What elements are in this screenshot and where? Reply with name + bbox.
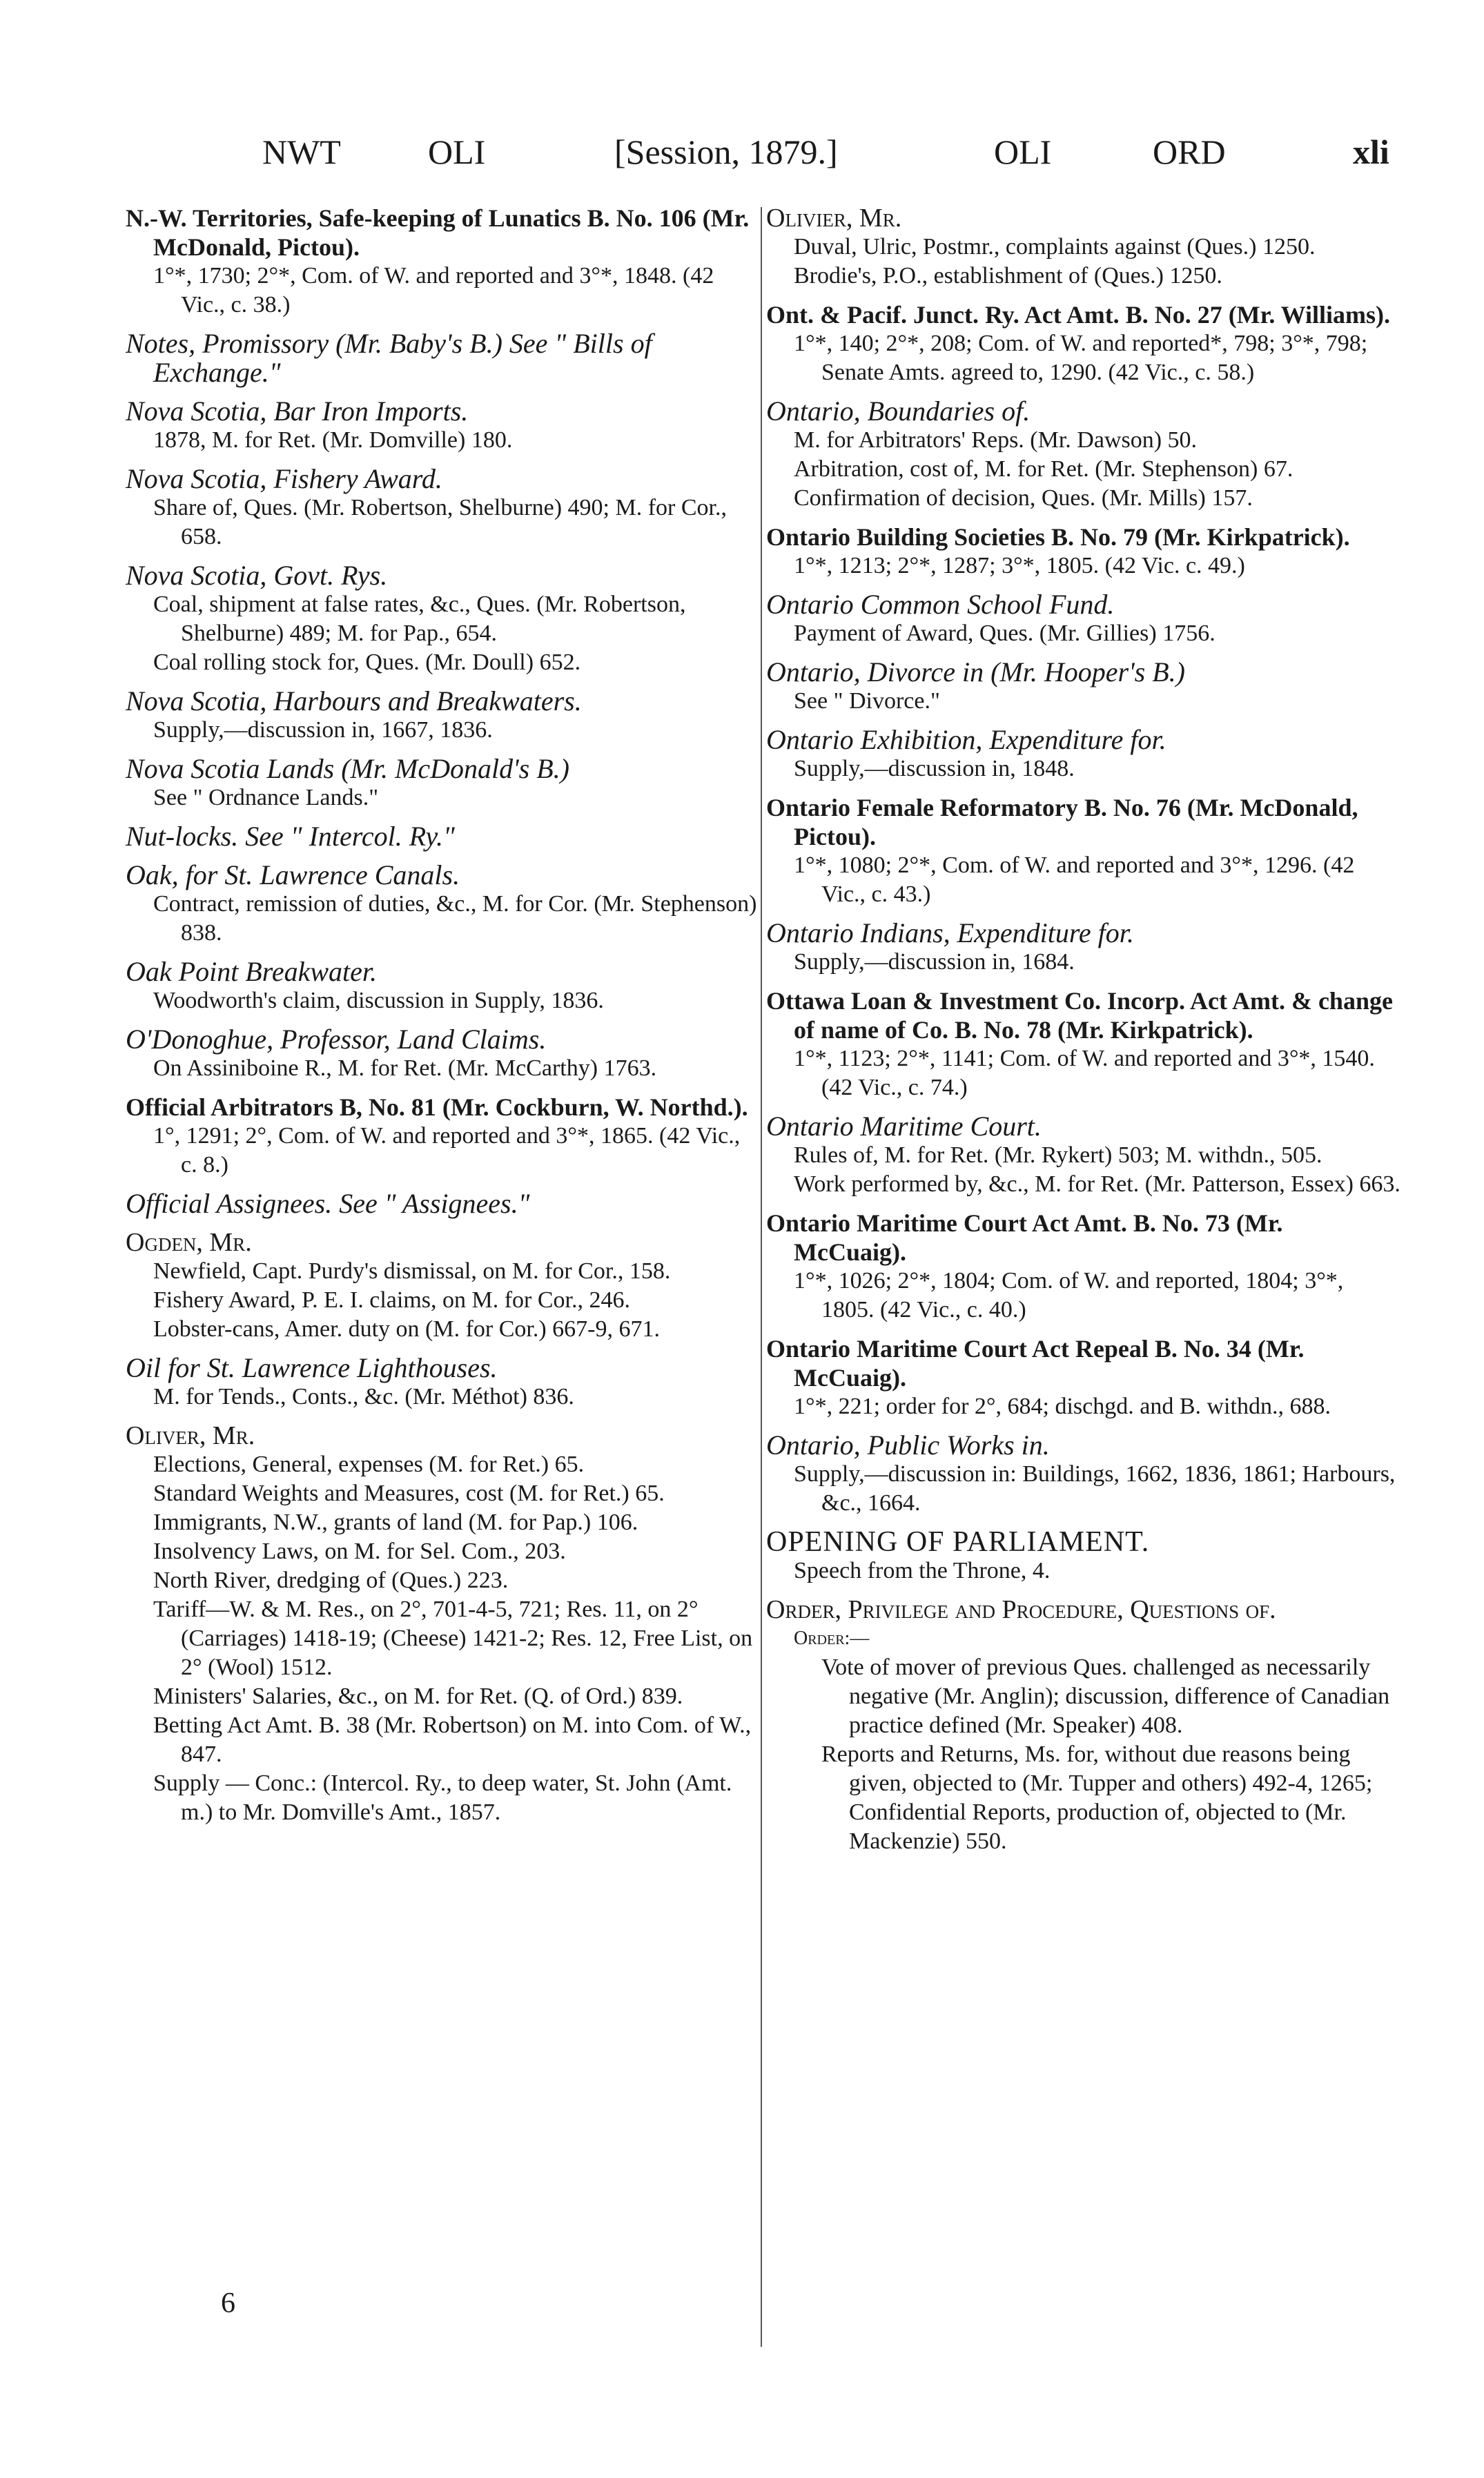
order-label: Order:— [794,1628,870,1649]
index-entry [126,1228,757,1344]
entry-subline: 1°*, 1730; 2°*, Com. of W. and reported and 3°*, 1848. (42 Vic., c. 38.) [153,263,714,318]
index-entry [766,1334,1401,1421]
entry-subline: Brodie's, P.O., establishment of (Ques.) 1250. [794,263,1222,289]
entry-heading: Oak Point Breakwater. [126,956,378,987]
entry-subline: See " Divorce." [794,688,940,714]
index-entry [126,397,757,455]
order-block [766,1624,1401,1856]
order-item: Reports and Returns, Ms. for, without due reasons being given, objected to (Mr. Tupper and others) 492-4, 1265; Confidential Reports, production of, objected to (Mr. Mackenzie) 550. [821,1742,1373,1854]
entry-subline: Standard Weights and Measures, cost (M. for Ret.) 65. [153,1481,665,1506]
column-divider [761,207,762,2347]
entry-heading: Ont. & Pacif. Junct. Ry. Act Amt. B. No. 27 (Mr. Williams). [766,301,1391,329]
entry-heading: Nut-locks. See " Intercol. Ry." [126,821,455,852]
entry-heading: Ontario Common School Fund. [766,589,1115,620]
entry-heading: Nova Scotia, Harbours and Breakwaters. [126,685,582,716]
entry-heading: N.-W. Territories, Safe-keeping of Lunatics B. No. 106 (Mr. McDonald, Pictou). [126,204,750,261]
entry-subline: M. for Arbitrators' Reps. (Mr. Dawson) 50. [794,427,1198,453]
entry-subline: 1°*, 140; 2°*, 208; Com. of W. and reported*, 798; 3°*, 798; Senate Amts. agreed to, 1290. (42 Vic., c. 58.) [794,331,1368,385]
signature-number: 6 [221,2287,235,2319]
entry-subline: Speech from the Throne, 4. [794,1558,1051,1583]
entry-subline: Coal, shipment at false rates, &c., Ques. (Mr. Robertson, Shelburne) 489; M. for Pap., 654. [153,592,686,646]
entry-subline: Supply — Conc.: (Intercol. Ry., to deep water, St. John (Amt. m.) to Mr. Domville's Amt., 1857. [153,1770,732,1825]
entry-subline: Share of, Ques. (Mr. Robertson, Shelburne) 490; M. for Cor., 658. [153,495,728,549]
entry-subline: Supply,—discussion in, 1848. [794,756,1075,781]
index-entry [126,687,757,745]
entry-subline: Duval, Ulric, Postmr., complaints against (Ques.) 1250. [794,234,1316,260]
page-number: xli [1353,133,1389,171]
index-entry [126,1189,757,1218]
entry-heading: Oliver, Mr. [126,1421,255,1450]
entry-subline: 1°, 1291; 2°, Com. of W. and reported and 3°*, 1865. (42 Vic., c. 8.) [153,1123,741,1178]
index-entry [766,1595,1401,1624]
index-entry [766,590,1401,648]
header-left-catchword-2: OLI [428,133,486,171]
entry-subline: Contract, remission of duties, &c., M. for Cor. (Mr. Stephenson) 838. [153,891,757,946]
index-entry [126,861,757,948]
index-entry [126,957,757,1015]
entry-heading: Ontario, Public Works in. [766,1430,1050,1461]
entry-subline: Lobster-cans, Amer. duty on (M. for Cor.) 667-9, 671. [153,1316,660,1342]
running-header [131,124,1394,179]
index-entry [126,1093,757,1180]
entry-heading: Ontario, Boundaries of. [766,396,1031,427]
index-entry [766,1431,1401,1518]
entry-subline: Supply,—discussion in, 1667, 1836. [153,717,493,743]
index-entry [126,1421,757,1827]
entry-subline: On Assiniboine R., M. for Ret. (Mr. McCarthy) 1763. [153,1055,657,1081]
entry-subline: Work performed by, &c., M. for Ret. (Mr. Patterson, Essex) 663. [794,1171,1400,1197]
entry-subline: Fishery Award, P. E. I. claims, on M. for Cor., 246. [153,1287,631,1313]
entry-heading: O'Donoghue, Professor, Land Claims. [126,1024,547,1055]
index-entry [766,204,1401,291]
entry-heading: Oak, for St. Lawrence Canals. [126,859,460,890]
header-right-catchword-2: ORD [1153,133,1226,171]
entry-subline: Ministers' Salaries, &c., on M. for Ret. (Q. of Ord.) 839. [153,1684,683,1709]
entry-subline: 1°*, 221; order for 2°, 684; dischgd. and B. withdn., 688. [794,1394,1331,1419]
entry-heading: Ontario Exhibition, Expenditure for. [766,724,1166,755]
entry-heading: Ontario Building Societies B. No. 79 (Mr. Kirkpatrick). [766,523,1350,551]
entry-subline: 1°*, 1213; 2°*, 1287; 3°*, 1805. (42 Vic. c. 49.) [794,553,1245,578]
entry-heading: Ontario Maritime Court Act Repeal B. No. 34 (Mr. McCuaig). [766,1335,1305,1392]
entry-subline: Betting Act Amt. B. 38 (Mr. Robertson) on M. into Com. of W., 847. [153,1713,752,1767]
entry-heading: Order, Privilege and Procedure, Questions of. [766,1595,1276,1624]
entry-subline: 1°*, 1026; 2°*, 1804; Com. of W. and reported, 1804; 3°*, 1805. (42 Vic., c. 40.) [794,1268,1344,1323]
entry-heading: Ontario Maritime Court. [766,1111,1042,1142]
right-column [766,204,1401,1856]
entry-subline: M. for Tends., Conts., &c. (Mr. Méthot) 836. [153,1384,574,1409]
index-entry [766,725,1401,783]
entry-heading: Official Assignees. See " Assignees." [126,1188,530,1219]
entry-heading: Nova Scotia Lands (Mr. McDonald's B.) [126,753,569,784]
entry-subline: 1878, M. for Ret. (Mr. Domville) 180. [153,427,513,453]
entry-subline: Immigrants, N.W., grants of land (M. for Pap.) 106. [153,1510,638,1535]
index-entry [766,523,1401,581]
index-entry [766,300,1401,387]
entry-subline: Tariff—W. & M. Res., on 2°, 701-4-5, 721; Res. 11, on 2° (Carriages) 1418-19; (Cheese) 1421-2; Res. 12, Free List, on 2° (Wool) 1512. [153,1597,753,1680]
index-entry [766,919,1401,977]
index-entry [126,204,757,320]
entry-subline: Woodworth's claim, discussion in Supply, 1836. [153,988,604,1013]
entry-subline: Supply,—discussion in: Buildings, 1662, 1836, 1861; Harbours, &c., 1664. [794,1461,1396,1516]
index-entry [126,1025,757,1083]
entry-heading: Ottawa Loan & Investment Co. Incorp. Act Amt. & change of name of Co. B. No. 78 (Mr. Kirkpatrick). [766,987,1393,1044]
entry-subline: 1°*, 1080; 2°*, Com. of W. and reported and 3°*, 1296. (42 Vic., c. 43.) [794,852,1355,907]
header-right-catchword: OLI [994,133,1052,171]
index-entry [126,822,757,851]
entry-heading: OPENING OF PARLIAMENT. [766,1526,1150,1558]
entry-heading: Ontario Indians, Expenditure for. [766,917,1134,948]
index-entry [126,561,757,677]
entry-heading: Ogden, Mr. [126,1228,252,1257]
entry-subline: Supply,—discussion in, 1684. [794,949,1075,975]
left-column [126,204,757,1827]
index-entry [766,1209,1401,1325]
entry-heading: Nova Scotia, Fishery Award. [126,463,442,494]
entry-subline: Elections, General, expenses (M. for Ret.) 65. [153,1452,585,1477]
index-entry [766,658,1401,716]
header-session: [Session, 1879.] [614,133,838,171]
entry-subline: 1°*, 1123; 2°*, 1141; Com. of W. and reported and 3°*, 1540. (42 Vic., c. 74.) [794,1046,1375,1100]
entry-heading: Ontario Maritime Court Act Amt. B. No. 73 (Mr. McCuaig). [766,1209,1283,1266]
entry-subline: Insolvency Laws, on M. for Sel. Com., 203. [153,1539,566,1564]
index-entry [126,1354,757,1412]
right-column-entries [766,204,1401,1624]
index-entry [766,397,1401,513]
index-entry [126,754,757,812]
entry-subline: Payment of Award, Ques. (Mr. Gillies) 1756. [794,621,1215,646]
entry-heading: Ontario Female Reformatory B. No. 76 (Mr. McDonald, Pictou). [766,794,1358,850]
entry-subline: Arbitration, cost of, M. for Ret. (Mr. Stephenson) 67. [794,456,1293,482]
entry-heading: Nova Scotia, Bar Iron Imports. [126,396,469,427]
entry-heading: Olivier, Mr. [766,204,902,233]
index-entry [126,465,757,552]
entry-heading: Oil for St. Lawrence Lighthouses. [126,1352,498,1383]
index-entry [766,1112,1401,1199]
order-item: Vote of mover of previous Ques. challenged as necessarily negative (Mr. Anglin); discussion, difference of Canadian practice defined (Mr. Speaker) 408. [821,1655,1390,1738]
entry-subline: See " Ordnance Lands." [153,785,379,810]
entry-subline: Coal rolling stock for, Ques. (Mr. Doull) 652. [153,650,581,675]
entry-subline: Rules of, M. for Ret. (Mr. Rykert) 503; M. withdn., 505. [794,1142,1322,1168]
entry-subline: Confirmation of decision, Ques. (Mr. Mills) 157. [794,485,1253,511]
header-left-catchword: NWT [262,133,341,171]
entry-heading: Notes, Promissory (Mr. Baby's B.) See " Bills of Exchange." [126,328,652,388]
entry-heading: Official Arbitrators B, No. 81 (Mr. Cockburn, W. Northd.). [126,1093,748,1121]
index-entry [766,986,1401,1102]
entry-heading: Ontario, Divorce in (Mr. Hooper's B.) [766,656,1185,687]
index-entry [126,329,757,387]
index-entry [766,1528,1401,1586]
index-entry [766,793,1401,909]
entry-subline: Newfield, Capt. Purdy's dismissal, on M. for Cor., 158. [153,1258,671,1284]
entry-heading: Nova Scotia, Govt. Rys. [126,560,388,591]
entry-subline: North River, dredging of (Ques.) 223. [153,1568,509,1593]
